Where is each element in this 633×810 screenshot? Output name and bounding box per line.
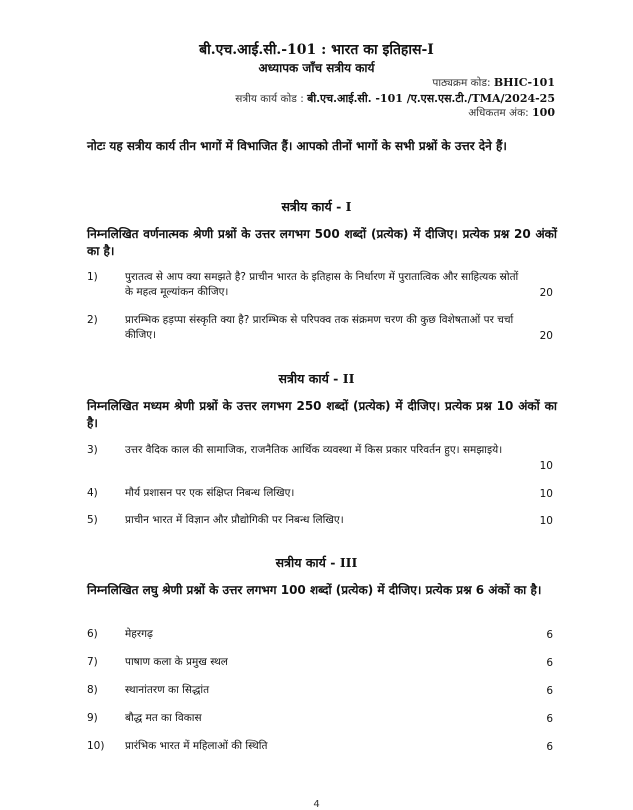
question-number: 6) <box>87 628 98 640</box>
question-number: 3) <box>87 444 98 456</box>
course-code-label: पाठ्यक्रम कोड: <box>432 77 491 89</box>
question-1 <box>87 270 553 300</box>
section-instruction-1: निम्नलिखित वर्णनात्मक श्रेणी प्रश्नों के उत्तर लगभग 500 शब्दों (प्रत्येक) में दीजिए। प्रत्येक प्रश्न 20 अंकों का है। <box>87 227 557 258</box>
document-title: बी.एच.आई.सी.-101 : भारत का इतिहास-I <box>199 42 434 58</box>
section-heading-text: सत्रीय कार्य - <box>275 555 336 570</box>
section-instruction-2: निम्नलिखित मध्यम श्रेणी प्रश्नों के उत्तर लगभग 250 शब्दों (प्रत्येक) में दीजिए। प्रत्येक प्रश्न 10 अंकों का है। <box>87 399 557 430</box>
max-marks: 100 <box>532 106 555 119</box>
question-marks: 6 <box>546 713 553 725</box>
question-number: 5) <box>87 514 98 526</box>
question-number: 1) <box>87 271 98 283</box>
question-marks: 10 <box>539 515 553 527</box>
assignment-code-line <box>235 91 555 106</box>
question-text: पाषाण कला के प्रमुख स्थल <box>125 656 228 668</box>
question-number: 4) <box>87 487 98 499</box>
question-marks: 6 <box>546 657 553 669</box>
course-code-line <box>432 76 555 90</box>
question-10 <box>87 739 553 754</box>
question-text: प्राचीन भारत में विज्ञान और प्रौद्योगिकी पर निबन्ध लिखिए। <box>125 514 344 526</box>
question-number: 9) <box>87 712 98 724</box>
assignment-code: बी.एच.आई.सी. -101 /ए.एस.एस.टी./TMA/2024-25 <box>307 92 555 105</box>
question-4 <box>87 486 553 501</box>
question-2 <box>87 313 553 343</box>
question-marks: 6 <box>546 685 553 697</box>
question-8 <box>87 683 553 698</box>
section-heading-text: सत्रीय कार्य - <box>278 371 339 386</box>
question-number: 10) <box>87 740 105 752</box>
question-text: मेहरगढ़ <box>125 628 153 640</box>
question-marks: 6 <box>546 741 553 753</box>
question-marks: 10 <box>539 460 553 472</box>
section-heading-text: सत्रीय कार्य - <box>281 199 342 214</box>
max-marks-line <box>468 106 555 120</box>
assignment-code-label: सत्रीय कार्य कोड : <box>235 93 304 105</box>
section-roman: I <box>345 199 352 214</box>
question-marks: 20 <box>539 330 553 342</box>
section-heading-3 <box>0 554 633 571</box>
question-number: 8) <box>87 684 98 696</box>
question-text: मौर्य प्रशासन पर एक संक्षिप्त निबन्ध लिखिए। <box>125 487 295 499</box>
question-3 <box>87 443 553 473</box>
question-number: 2) <box>87 314 98 326</box>
question-text: प्रारंभिक भारत में महिलाओं की स्थिति <box>125 740 268 752</box>
question-marks: 10 <box>539 488 553 500</box>
question-7 <box>87 655 553 670</box>
question-text: बौद्ध मत का विकास <box>125 712 202 724</box>
document-subtitle: अध्यापक जाँच सत्रीय कार्य <box>258 61 375 75</box>
question-6 <box>87 627 553 642</box>
question-text: स्थानांतरण का सिद्धांत <box>125 684 210 696</box>
section-roman: II <box>342 371 355 386</box>
question-text: उत्तर वैदिक काल की सामाजिक, राजनैतिक आर्थिक व्यवस्था में किस प्रकार परिवर्तन हुए। समझाइये। <box>125 444 503 456</box>
question-number: 7) <box>87 656 98 668</box>
question-text: पुरातत्व से आप क्या समझते है? प्राचीन भारत के इतिहास के निर्धारण में पुरातात्विक और साहित्यक स्रोतों के महत्व मूल्यांकन कीजिए। <box>125 271 519 298</box>
question-5 <box>87 513 553 528</box>
section-roman: III <box>339 555 358 570</box>
question-text: प्रारम्भिक हड़प्पा संस्कृति क्या है? प्रारम्भिक से परिपक्व तक संक्रमण चरण की कुछ विशेषताओं पर चर्चा कीजिए। <box>125 314 514 341</box>
note: नोटः यह सत्रीय कार्य तीन भागों में विभाजित हैं। आपको तीनों भागों के सभी प्रश्नों के उत्तर देने हैं। <box>87 139 507 153</box>
question-marks: 20 <box>539 287 553 299</box>
section-instruction-3: निम्नलिखित लघु श्रेणी प्रश्नों के उत्तर लगभग 100 शब्दों (प्रत्येक) में दीजिए। प्रत्येक प्रश्न 6 अंकों का है। <box>87 583 542 597</box>
question-9 <box>87 711 553 726</box>
section-heading-1 <box>0 198 633 215</box>
section-heading-2 <box>0 370 633 387</box>
page-number: 4 <box>313 799 320 810</box>
course-code: BHIC-101 <box>493 76 555 89</box>
max-marks-label: अधिकतम अंक: <box>468 107 529 119</box>
question-marks: 6 <box>546 629 553 641</box>
